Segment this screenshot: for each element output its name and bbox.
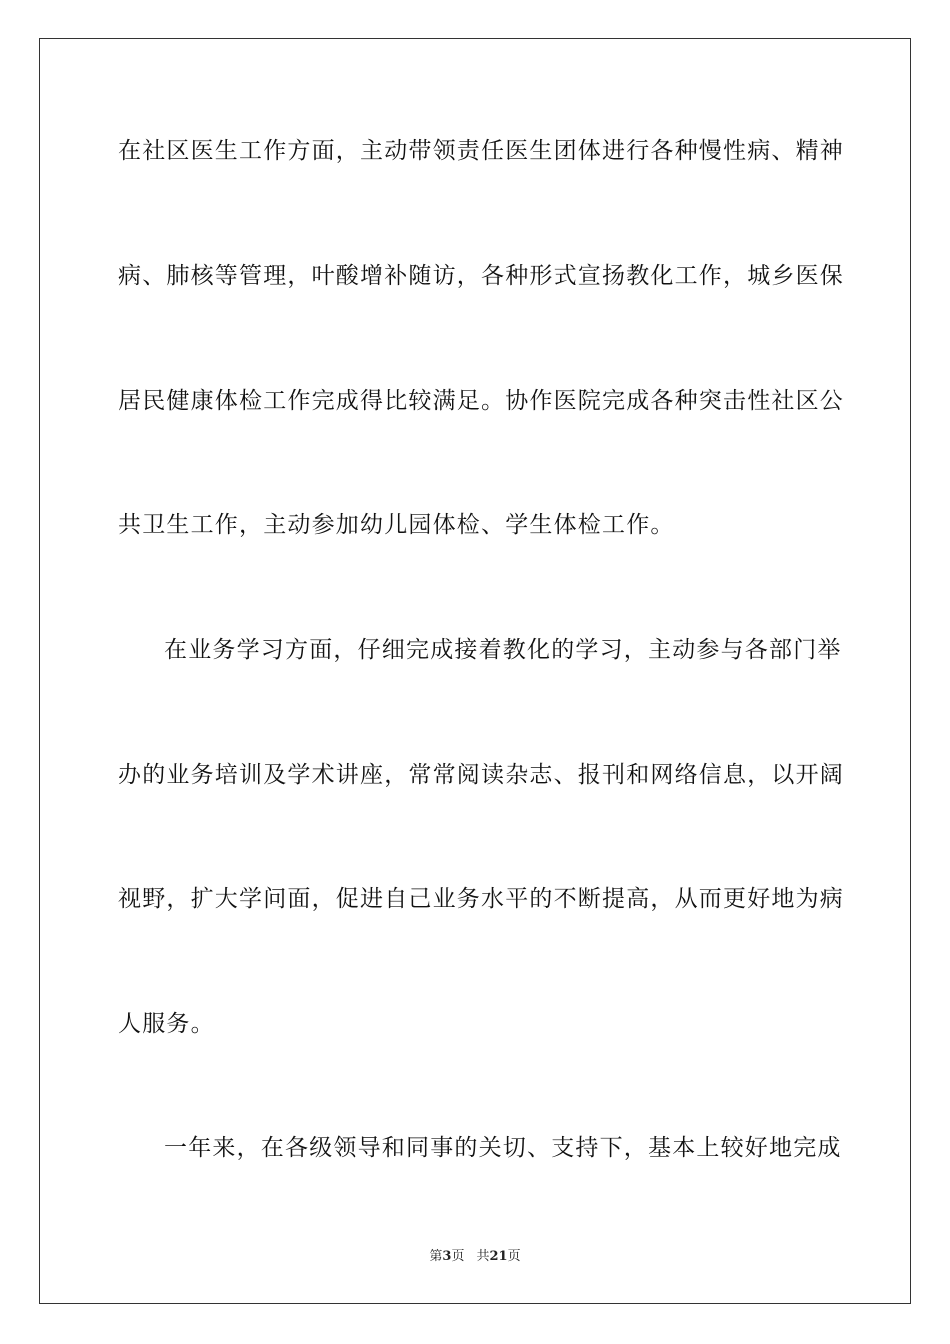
page-prefix: 第 — [429, 1249, 443, 1264]
text-line: 居民健康体检工作完成得比较满足。协作医院完成各种突击性社区公 — [118, 388, 844, 414]
page-number: 3 — [442, 1249, 452, 1264]
paragraph-start-line: 在业务学习方面，仔细完成接着教化的学习，主动参与各部门举 — [164, 637, 842, 663]
page-suffix: 页 — [451, 1249, 465, 1264]
text-line: 病、肺核等管理，叶酸增补随访，各种形式宣扬教化工作，城乡医保 — [118, 263, 844, 289]
total-suffix: 页 — [507, 1249, 521, 1264]
text-line: 共卫生工作，主动参加幼儿园体检、学生体检工作。 — [118, 512, 675, 538]
total-pages: 21 — [489, 1249, 508, 1264]
text-line: 办的业务培训及学术讲座，常常阅读杂志、报刊和网络信息，以开阔 — [118, 762, 844, 788]
text-line: 人服务。 — [118, 1011, 215, 1037]
page-border — [39, 38, 911, 1304]
text-line: 视野，扩大学问面，促进自己业务水平的不断提高，从而更好地为病 — [118, 886, 844, 912]
page-footer — [0, 1248, 950, 1266]
paragraph-start-line: 一年来，在各级领导和同事的关切、支持下，基本上较好地完成 — [164, 1135, 842, 1161]
total-prefix: 共 — [476, 1249, 490, 1264]
text-line: 在社区医生工作方面，主动带领责任医生团体进行各种慢性病、精神 — [118, 138, 844, 164]
